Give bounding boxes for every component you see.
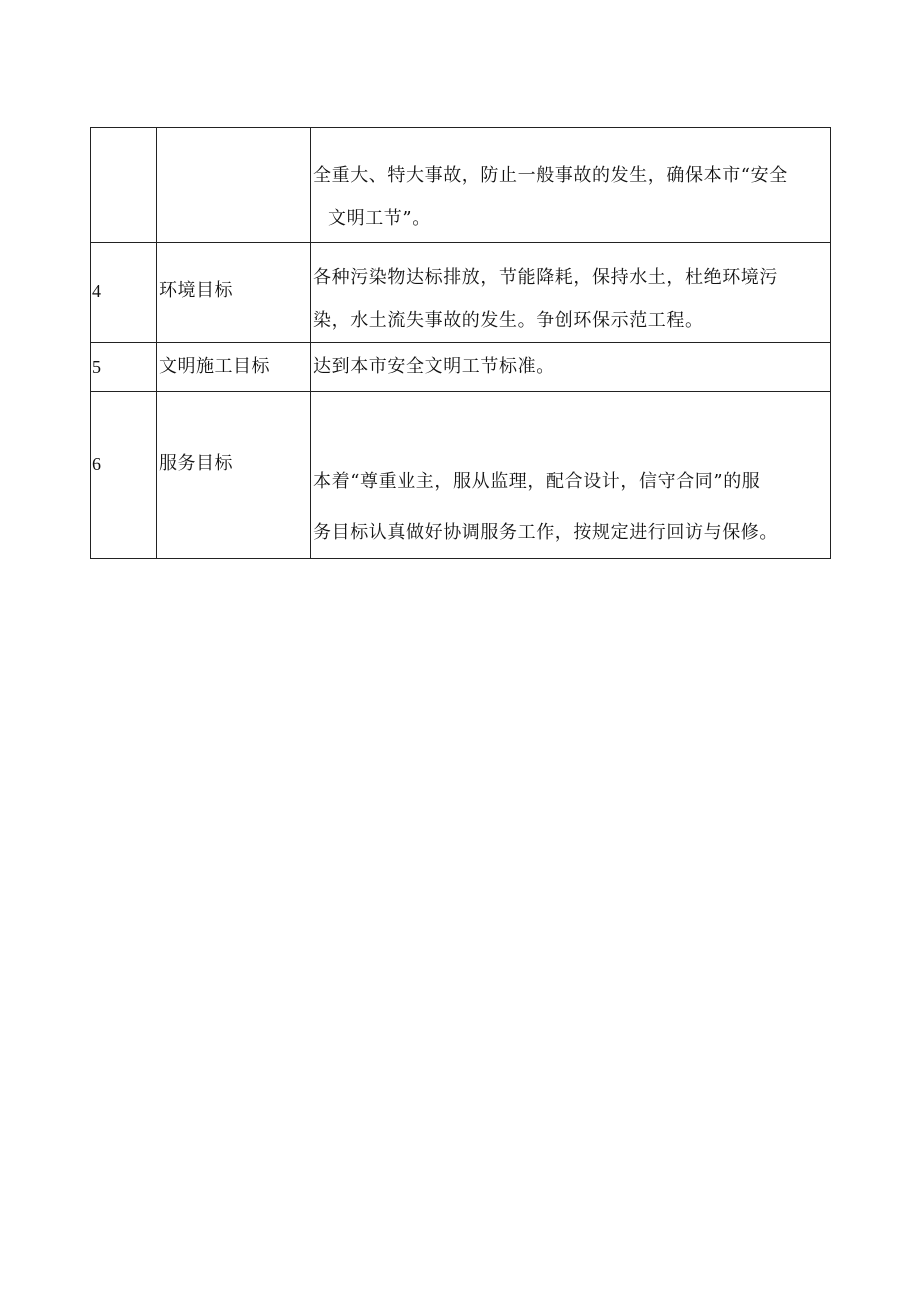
row-number: 5: [92, 357, 101, 377]
goal-name: 环境目标: [159, 280, 233, 301]
row-number-cell: [91, 128, 157, 243]
description-line: 文明工节”。: [328, 208, 431, 229]
description-line: 本着“尊重业主，服从监理，配合设计，信守合同”的服: [313, 471, 761, 492]
goal-name-cell: [157, 243, 311, 343]
row-number-cell: [91, 392, 157, 559]
goal-description-cell: [311, 128, 831, 243]
goal-description-cell: [311, 392, 831, 559]
row-number: 6: [92, 454, 101, 474]
goal-description: [311, 128, 830, 242]
description-line: 务目标认真做好协调服务工作，按规定进行回访与保修。: [313, 522, 778, 543]
goal-name-cell: [157, 128, 311, 243]
description-line: 染，水土流失事故的发生。争创环保示范工程。: [313, 310, 704, 331]
goal-description-cell: [311, 243, 831, 343]
goals-table: [90, 127, 831, 559]
goal-description: [311, 343, 830, 379]
description-line: 达到本市安全文明工节标准。: [313, 356, 555, 377]
table-row: [91, 343, 831, 392]
row-number: 4: [92, 281, 101, 301]
goal-name: 文明施工目标: [159, 356, 270, 377]
goal-description: [311, 392, 830, 558]
table-row: [91, 128, 831, 243]
row-number-cell: [91, 243, 157, 343]
goal-name-cell: [157, 343, 311, 392]
goal-name-cell: [157, 392, 311, 559]
goal-description: [311, 243, 830, 342]
description-line: 全重大、特大事故，防止一般事故的发生，确保本市“安全: [313, 165, 788, 186]
row-number-cell: [91, 343, 157, 392]
description-line: 各种污染物达标排放，节能降耗，保持水土，杜绝环境污: [313, 267, 778, 288]
table-row: [91, 392, 831, 559]
goal-name: 服务目标: [159, 453, 233, 474]
goal-description-cell: [311, 343, 831, 392]
table-row: [91, 243, 831, 343]
